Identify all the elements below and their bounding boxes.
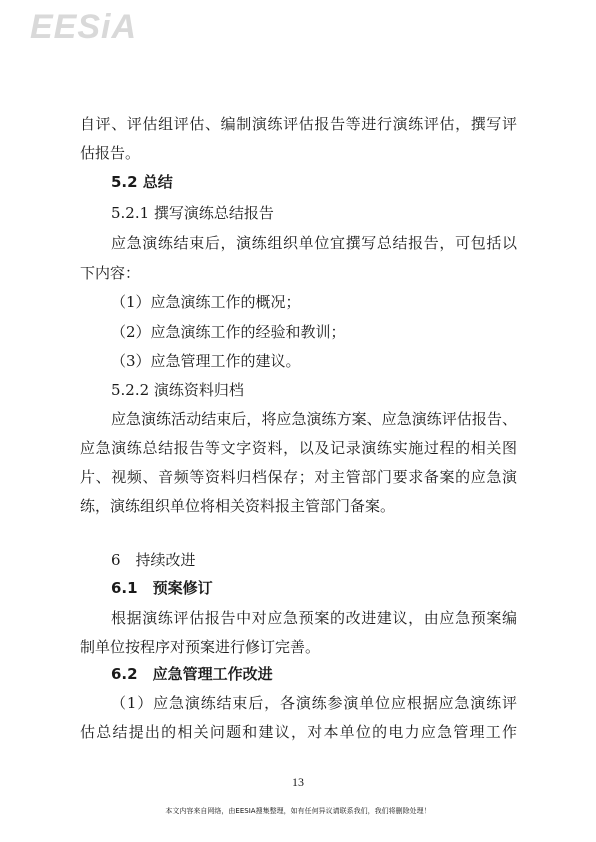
paragraph-line: 估总结提出的相关问题和建议，对本单位的电力应急管理工作 <box>80 723 517 741</box>
section-heading-5-2: 5.2 总结 <box>111 173 173 191</box>
paragraph-line: 应急演练结束后，演练组织单位宜撰写总结报告，可包括以 <box>111 234 517 252</box>
paragraph-line: 估报告。 <box>80 144 141 162</box>
paragraph-line: 制单位按程序对预案进行修订完善。 <box>80 638 321 656</box>
list-item: （1）应急演练工作的概况； <box>111 293 301 311</box>
subsection-heading-5-2-1: 5.2.1 撰写演练总结报告 <box>111 204 274 222</box>
footer-disclaimer: 本文内容来自网络，由EESIA搜集整理，如有任何异议请联系我们，我们将删除处理！ <box>165 807 431 815</box>
paragraph-line: 应急演练总结报告等文字资料，以及记录演练实施过程的相关图 <box>80 439 517 457</box>
section-heading-6-2: 6.2 应急管理工作改进 <box>111 665 273 683</box>
paragraph-line: （1）应急演练结束后，各演练参演单位应根据应急演练评 <box>111 694 517 712</box>
list-item: （2）应急演练工作的经验和教训； <box>111 323 346 341</box>
list-item: （3）应急管理工作的建议。 <box>111 352 301 370</box>
section-heading-6: 6 持续改进 <box>111 551 196 569</box>
section-heading-6-1: 6.1 预案修订 <box>111 579 213 597</box>
paragraph-line: 自评、评估组评估、编制演练评估报告等进行演练评估，撰写评 <box>80 115 517 133</box>
page-number: 13 <box>292 775 304 789</box>
paragraph-line: 应急演练活动结束后，将应急演练方案、应急演练评估报告、 <box>111 410 517 428</box>
subsection-heading-5-2-2: 5.2.2 演练资料归档 <box>111 381 244 399</box>
paragraph-line: 片、视频、音频等资料归档保存；对主管部门要求备案的应急演 <box>80 468 517 486</box>
paragraph-line: 练，演练组织单位将相关资料报主管部门备案。 <box>80 497 396 515</box>
paragraph-line: 下内容： <box>80 264 141 282</box>
paragraph-line: 根据演练评估报告中对应急预案的改进建议，由应急预案编 <box>111 609 517 627</box>
eesia-logo: EESiA <box>30 8 138 46</box>
